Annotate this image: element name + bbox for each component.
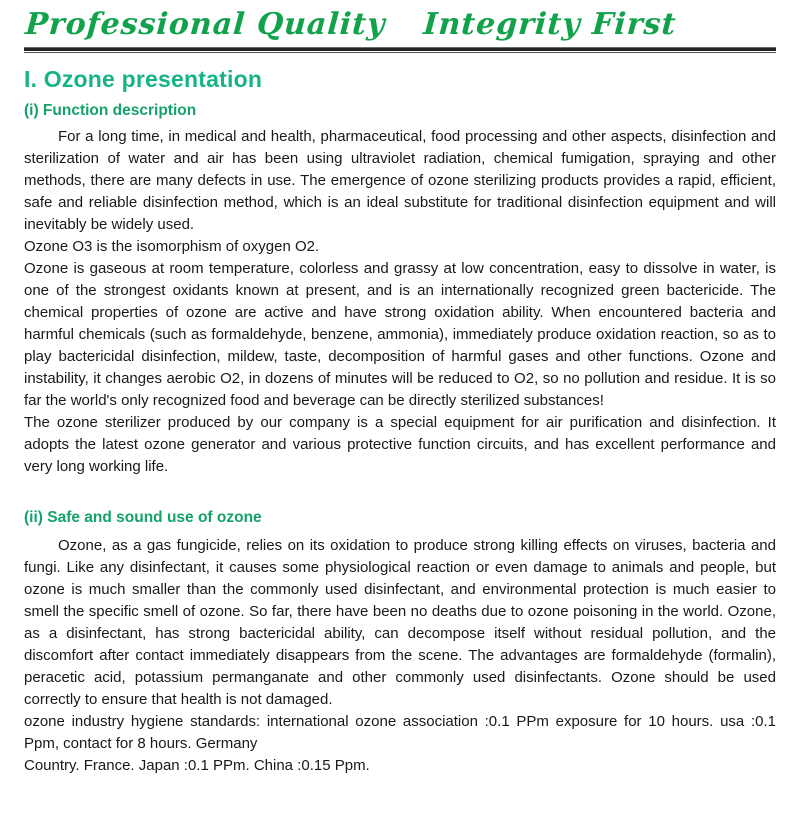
section-heading-function-description: (i) Function description: [24, 102, 197, 119]
paragraph: The ozone sterilizer produced by our company is a special equipment for air purification and disinfection. It adopts the latest ozone generator and various protective function circuits, and has excellent performance and very long working life.: [24, 414, 776, 475]
page-header: [24, 6, 776, 53]
paragraph: Ozone O3 is the isomorphism of oxygen O2.: [24, 238, 320, 255]
brand-slogan: [24, 6, 779, 44]
section-heading-safe-use-of-ozone: (ii) Safe and sound use of ozone: [24, 509, 262, 526]
slogan-integrity-first: Integrity First: [422, 7, 678, 42]
paragraph: Country. France. Japan :0.1 PPm. China :0.15 Ppm.: [24, 757, 370, 774]
header-rule-thick: [24, 47, 776, 51]
paragraph: Ozone, as a gas fungicide, relies on its oxidation to produce strong killing effects on viruses, bacteria and fungi. Like any disinfectant, it causes some physiological reaction or even damage to animals and people, but ozone is much smaller than the commonly used disinfectant, and environmental protection is much easier to smell the specific smell of ozone. So far, there have been no deaths due to ozone poisoning in the world. Ozone, as a disinfectant, has strong bactericidal ability, can decompose itself without residual pollution, and the discomfort after contact immediately disappears from the scene. The advantages are formaldehyde (formalin), peracetic acid, potassium permanganate and other commonly used disinfectants. Ozone should be used correctly to ensure that health is not damaged.: [24, 537, 776, 708]
paragraph: Ozone is gaseous at room temperature, colorless and grassy at low concentration, easy to dissolve in water, is one of the strongest oxidants known at present, and is an internationally recognized green bactericide. The chemical properties of ozone are active and have strong oxidation ability. When encountered bacteria and harmful chemicals (such as formaldehyde, benzene, ammonia), immediately produce oxidation reaction, so as to play bactericidal disinfection, mildew, taste, decomposition of harmful gases and other functions. Ozone and instability, it changes aerobic O2, in dozens of minutes will be reduced to O2, so no pollution and residue. It is so far the world's only recognized food and beverage can be directly sterilized substances!: [24, 260, 776, 409]
paragraph: For a long time, in medical and health, pharmaceutical, food processing and other aspects, disinfection and sterilization of water and air has been using ultraviolet radiation, chemical fumigation, spraying and other methods, there are many defects in use. The emergence of ozone sterilizing products provides a rapid, efficient, safe and reliable disinfection method, which is an ideal substitute for traditional disinfection equipment and will inevitably be widely used.: [24, 128, 776, 233]
page-title: I. Ozone presentation: [24, 66, 263, 92]
section-function-description: [24, 101, 776, 478]
section-safe-use-of-ozone: [24, 508, 776, 777]
header-rule-thin: [24, 52, 776, 53]
paragraph: ozone industry hygiene standards: international ozone association :0.1 PPm exposure for 10 hours. usa :0.1 Ppm, contact for 8 hours. Germany: [24, 713, 776, 752]
slogan-professional-quality: Professional Quality: [24, 7, 387, 42]
